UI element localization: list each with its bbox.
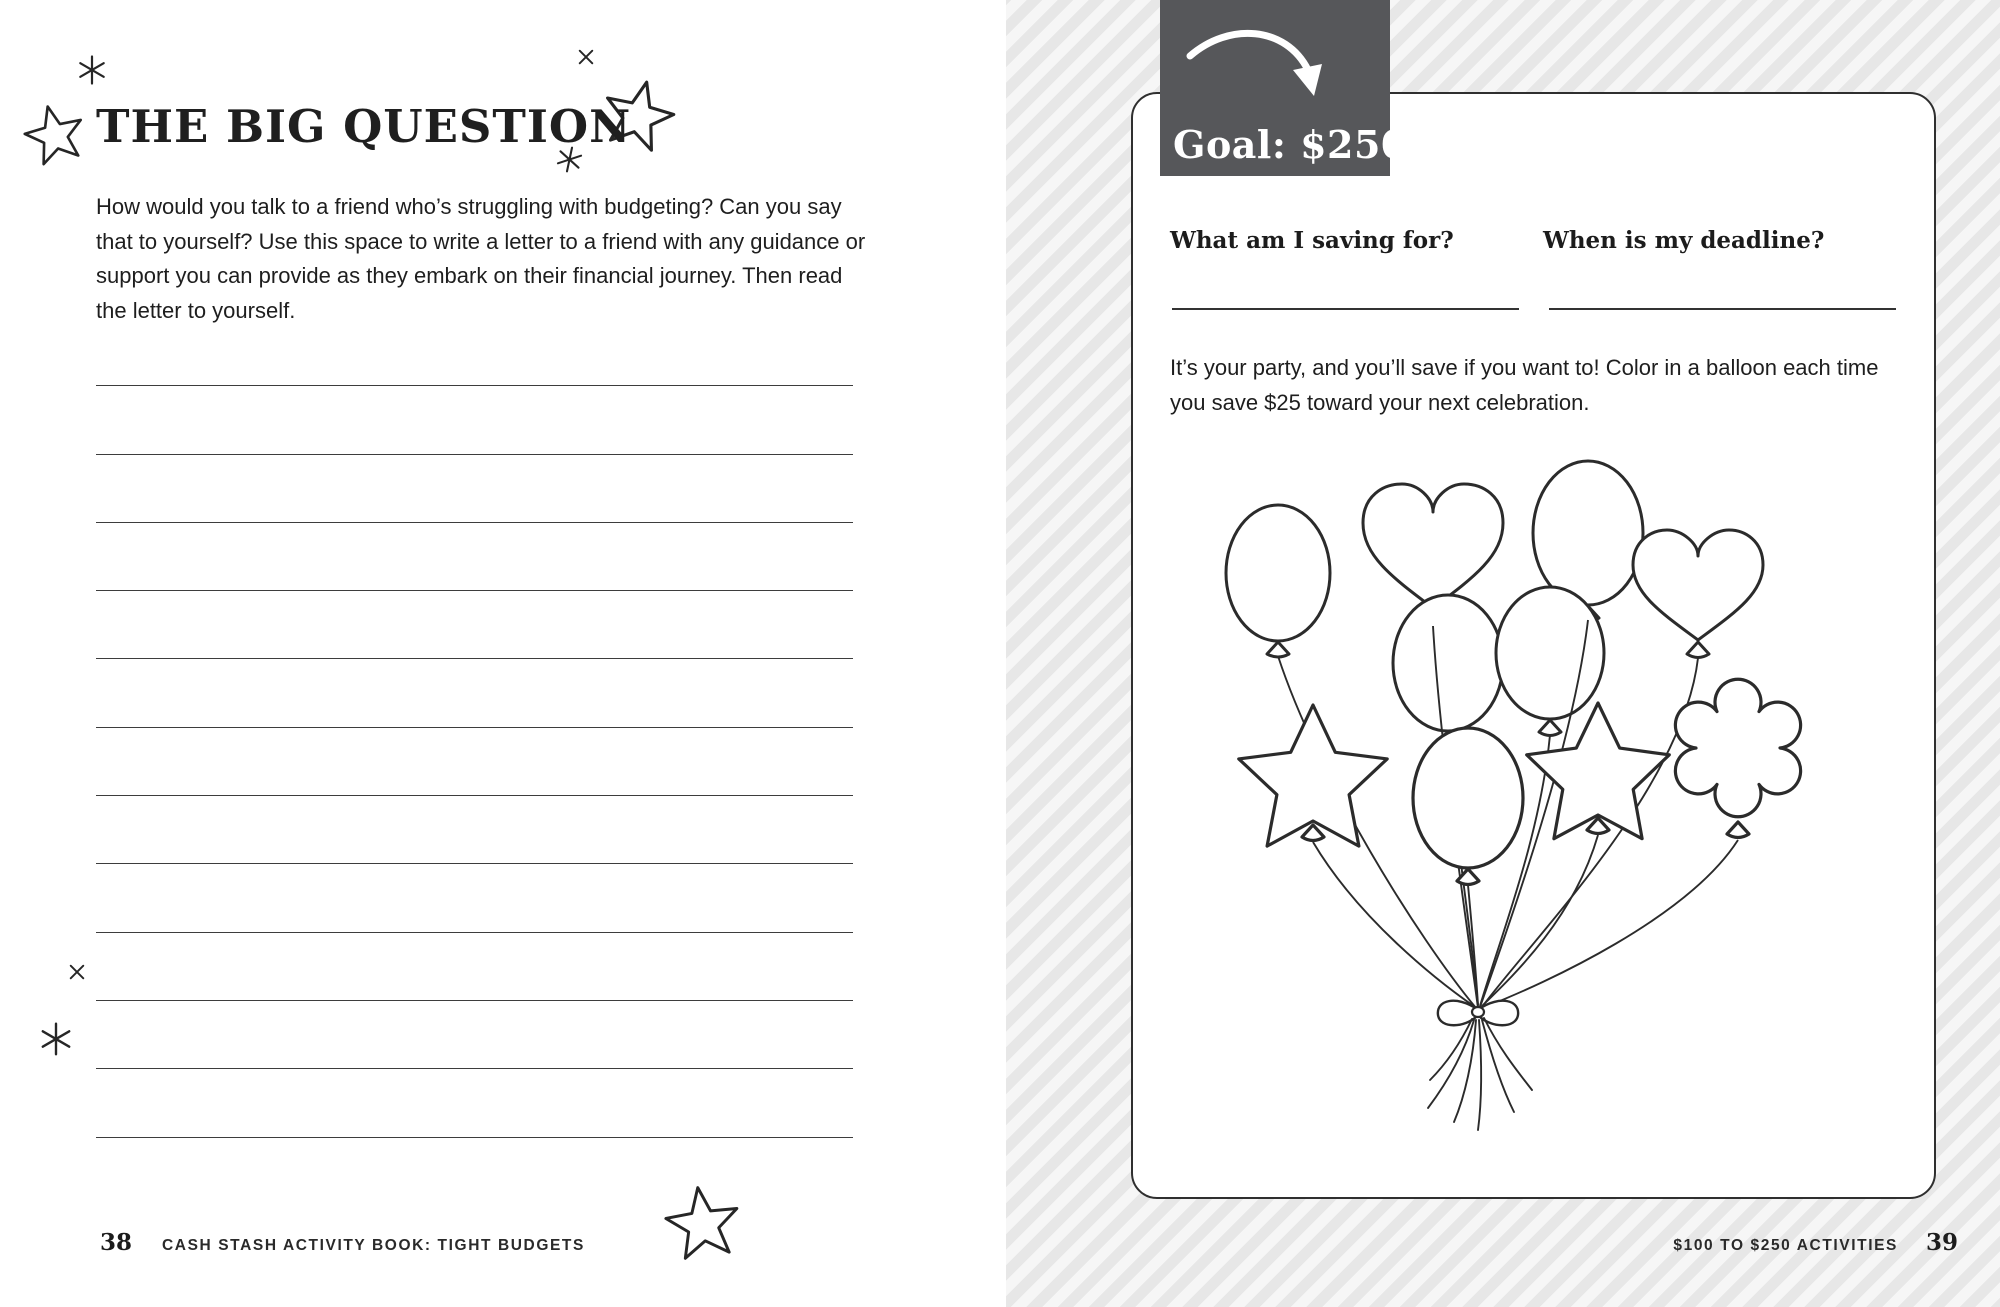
star-outline-icon (657, 1179, 750, 1272)
activity-instructions: It’s your party, and you’ll save if you want to! Color in a balloon each time you save $25 toward your next celebration. (1170, 355, 1879, 415)
writing-line (96, 933, 853, 1001)
star-outline-icon (15, 96, 95, 176)
section-title: $100 TO $250 ACTIVITIES (1673, 1237, 1898, 1254)
writing-line (96, 318, 853, 386)
x-mark-icon (577, 48, 595, 66)
balloons-front (1239, 679, 1801, 884)
page-title: THE BIG QUESTION (96, 100, 632, 153)
x-mark-icon (68, 963, 86, 981)
balloon-bouquet-illustration (1178, 448, 1838, 1148)
writing-lines (96, 318, 853, 1138)
goal-badge-label: Goal: $250 (1173, 122, 1408, 167)
writing-line (96, 386, 853, 454)
intro-paragraph: How would you talk to a friend who’s struggling with budgeting? Can you say that to yourself? Use this space to write a letter to a friend with any guidance or support you can provide as they embark on their financial journey. Then read the letter to yourself. (96, 194, 866, 323)
writing-line (96, 591, 853, 659)
goal-badge (1160, 0, 1408, 176)
answer-blank-saving-for (1172, 276, 1519, 310)
answer-blank-deadline (1549, 276, 1896, 310)
writing-line (96, 1069, 853, 1137)
question-saving-for: What am I saving for? (1170, 227, 1454, 254)
left-footer (100, 1229, 585, 1256)
book-title: CASH STASH ACTIVITY BOOK: TIGHT BUDGETS (162, 1237, 585, 1254)
curved-arrow-icon (1174, 12, 1374, 116)
writing-line (96, 728, 853, 796)
string-tassels (1428, 1018, 1532, 1130)
right-footer (1673, 1229, 1958, 1256)
page-number: 39 (1925, 1229, 1958, 1256)
writing-line (96, 864, 853, 932)
writing-line (96, 455, 853, 523)
balloons-back (1226, 461, 1763, 748)
asterisk-icon (77, 55, 107, 85)
writing-line (96, 1001, 853, 1069)
question-deadline: When is my deadline? (1543, 227, 1825, 254)
writing-line (96, 796, 853, 864)
page-number: 38 (100, 1229, 133, 1256)
asterisk-icon (39, 1022, 73, 1056)
writing-line (96, 523, 853, 591)
writing-line (96, 659, 853, 727)
